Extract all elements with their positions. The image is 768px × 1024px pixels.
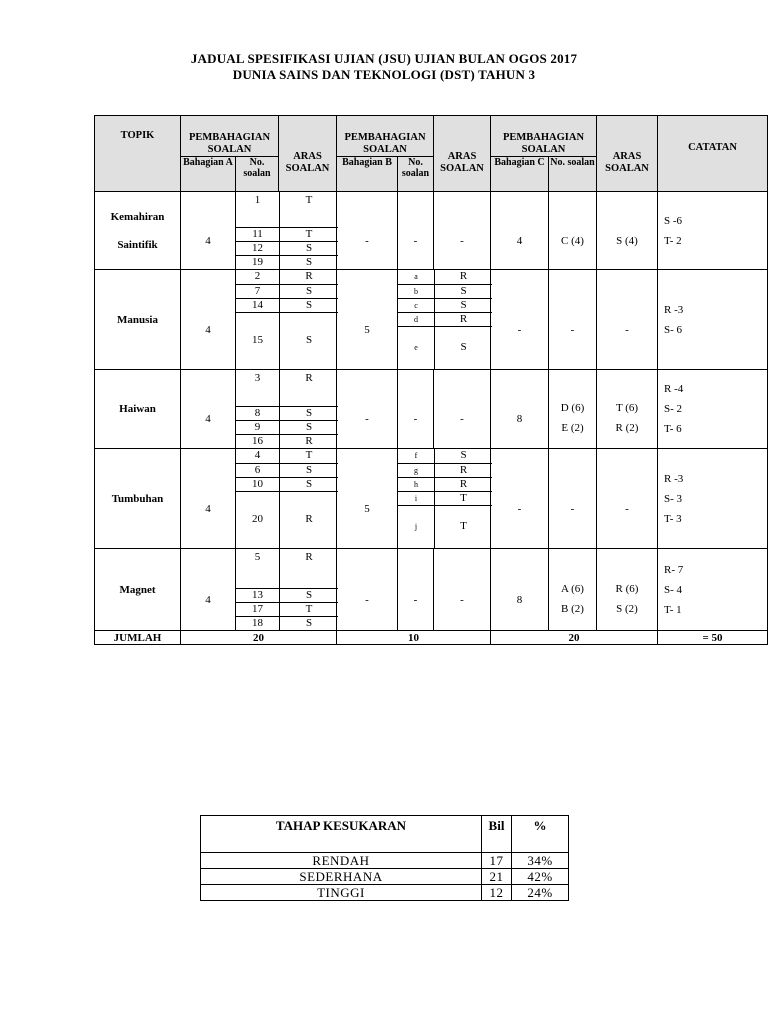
soalan-no: b — [398, 284, 435, 298]
soalan-no: 16 — [236, 434, 280, 448]
aras-value: S — [435, 284, 493, 298]
catatan-note: R -3 — [664, 472, 684, 485]
aras-value: T — [305, 449, 313, 461]
catatan-cell — [658, 549, 768, 631]
list-item — [236, 192, 338, 227]
bahagian-b-count: - — [337, 370, 398, 449]
soalan-no: 3 — [236, 370, 280, 406]
difficulty-level: RENDAH — [201, 853, 482, 869]
topic-name-cell — [95, 270, 181, 370]
aras-value: S — [280, 298, 339, 312]
difficulty-level: TINGGI — [201, 885, 482, 901]
soalan-no: C (4) — [561, 234, 584, 247]
soalan-no: i — [398, 491, 435, 505]
difficulty-count: 21 — [482, 869, 512, 885]
bahagian-c-count: - — [491, 270, 549, 370]
header-pembahagian-b: PEMBAHAGIAN SOALAN — [337, 116, 434, 157]
aras-value: R — [305, 372, 313, 384]
list-item — [236, 616, 338, 630]
aras-value: S — [460, 449, 467, 461]
soalan-no: 10 — [236, 477, 280, 491]
bahagian-c-soalan — [549, 449, 597, 549]
list-item — [398, 491, 492, 505]
aras-value: R — [459, 270, 468, 282]
bahagian-b-count: - — [337, 549, 398, 631]
list-item — [236, 434, 338, 448]
difficulty-percent: 24% — [512, 885, 569, 901]
bahagian-c-aras — [597, 192, 658, 270]
jumlah-label: JUMLAH — [95, 631, 181, 645]
catatan-note: S -6 — [664, 214, 683, 227]
header-no-soalan-a: No. soalan — [236, 157, 279, 192]
catatan-note: S- 6 — [664, 323, 683, 336]
list-item — [236, 420, 338, 434]
jumlah-total: = 50 — [658, 631, 768, 645]
soalan-no: 2 — [236, 270, 280, 284]
aras-value: S — [435, 326, 493, 369]
aras-value: T — [305, 194, 313, 206]
topic-row — [95, 370, 768, 449]
soalan-no: - — [398, 192, 434, 270]
topic-name: Manusia — [117, 313, 158, 326]
aras-value: S — [280, 255, 339, 269]
list-item — [236, 491, 338, 548]
bahagian-b-count: - — [337, 192, 398, 270]
bahagian-c-aras — [597, 370, 658, 449]
aras-value: - — [434, 549, 491, 631]
soalan-no: j — [398, 505, 435, 548]
aras-value: - — [434, 370, 491, 449]
list-item — [398, 449, 492, 463]
aras-value: R — [305, 551, 313, 563]
table-row — [201, 885, 569, 901]
topic-name: Magnet — [119, 583, 156, 596]
list-item — [236, 406, 338, 420]
list-item — [398, 505, 492, 548]
aras-value: R — [280, 434, 339, 448]
list-item — [236, 241, 338, 255]
aras-value: S — [280, 312, 339, 369]
header-aras-c: ARAS SOALAN — [597, 116, 658, 192]
header-no-soalan-c: No. soalan — [549, 157, 597, 192]
header-aras-b: ARAS SOALAN — [434, 116, 491, 192]
aras-value: R (6) — [615, 582, 639, 595]
aras-value: R — [435, 312, 493, 326]
catatan-cell — [658, 449, 768, 549]
difficulty-table — [200, 815, 569, 901]
document-subtitle: DUNIA SAINS DAN TEKNOLOGI (DST) TAHUN 3 — [232, 67, 536, 82]
aras-value: R — [280, 491, 339, 548]
list-item — [398, 312, 492, 326]
list-item — [236, 312, 338, 369]
bahagian-c-count: 8 — [491, 370, 549, 449]
soalan-no: 12 — [236, 241, 280, 255]
soalan-no: 1 — [236, 192, 280, 227]
bahagian-c-soalan — [549, 192, 597, 270]
aras-value: - — [434, 192, 491, 270]
bahagian-c-aras — [597, 270, 658, 370]
list-item — [236, 270, 338, 284]
header-aras-a: ARAS SOALAN — [279, 116, 337, 192]
topic-name: Haiwan — [119, 403, 156, 415]
list-item — [398, 477, 492, 491]
header-pembahagian-a: PEMBAHAGIAN SOALAN — [181, 116, 279, 157]
aras-value: S — [280, 284, 339, 298]
aras-value: S — [280, 241, 339, 255]
catatan-note: T- 6 — [664, 423, 682, 435]
soalan-no: 9 — [236, 420, 280, 434]
bahagian-c-aras — [597, 549, 658, 631]
header-bahagian-c: Bahagian C — [491, 157, 549, 192]
difficulty-percent: 42% — [512, 869, 569, 885]
soalan-no: e — [398, 326, 435, 369]
bahagian-c-count: - — [491, 449, 549, 549]
catatan-note: S- 4 — [664, 583, 683, 596]
jumlah-a: 20 — [181, 631, 337, 645]
aras-value: S — [280, 420, 339, 434]
list-item — [398, 298, 492, 312]
bahagian-c-soalan — [549, 549, 597, 631]
list-item — [236, 602, 338, 616]
catatan-note: R -4 — [664, 383, 684, 395]
topic-row — [95, 270, 768, 370]
catatan-note: T- 3 — [664, 512, 682, 525]
list-item — [398, 326, 492, 369]
topic-name-cell — [95, 192, 181, 270]
aras-value: S (4) — [616, 234, 638, 247]
soalan-no: a — [398, 270, 435, 284]
soalan-no: 4 — [236, 449, 280, 463]
list-item — [236, 549, 338, 588]
topic-name-cell — [95, 549, 181, 631]
list-item — [236, 477, 338, 491]
list-item — [236, 449, 338, 463]
soalan-no: 7 — [236, 284, 280, 298]
catatan-cell — [658, 192, 768, 270]
jumlah-c: 20 — [491, 631, 658, 645]
list-item — [236, 370, 338, 406]
aras-value: R — [435, 477, 493, 491]
header-bahagian-b: Bahagian B — [337, 157, 398, 192]
bahagian-c-soalan — [549, 370, 597, 449]
soalan-no: 13 — [236, 588, 280, 602]
difficulty-level: SEDERHANA — [201, 869, 482, 885]
soalan-no: 17 — [236, 602, 280, 616]
bahagian-c-count: 8 — [491, 549, 549, 631]
difficulty-percent: 34% — [512, 853, 569, 869]
aras-value: S (2) — [616, 602, 638, 615]
bahagian-c-count: 4 — [491, 192, 549, 270]
aras-value: T — [435, 491, 493, 505]
specification-table — [94, 115, 768, 645]
document-title: JADUAL SPESIFIKASI UJIAN (JSU) UJIAN BULAN OGOS 2017 — [190, 51, 578, 66]
aras-value: - — [625, 323, 629, 336]
aras-value: R — [305, 270, 313, 282]
list-item — [236, 463, 338, 477]
list-item — [236, 298, 338, 312]
catatan-cell — [658, 370, 768, 449]
soalan-no: - — [570, 323, 575, 336]
soalan-no: f — [398, 449, 435, 463]
aras-value: T — [280, 602, 339, 616]
catatan-cell — [658, 270, 768, 370]
list-item — [398, 463, 492, 477]
header-no-soalan-b: No. soalan — [398, 157, 434, 192]
soalan-no: g — [398, 463, 435, 477]
catatan-note: R- 7 — [664, 563, 684, 576]
soalan-no: A (6) — [561, 582, 584, 595]
list-item — [236, 255, 338, 269]
soalan-no: 15 — [236, 312, 280, 369]
bahagian-c-soalan — [549, 270, 597, 370]
aras-value: T — [435, 505, 493, 548]
soalan-no: - — [398, 370, 434, 449]
soalan-no: 19 — [236, 255, 280, 269]
aras-value: S — [435, 298, 493, 312]
bahagian-a-count: 4 — [181, 549, 236, 631]
soalan-no: B (2) — [561, 602, 584, 615]
topic-row — [95, 449, 768, 549]
topic-name-cell — [95, 370, 181, 449]
list-item — [236, 227, 338, 241]
bahagian-a-count: 4 — [181, 449, 236, 549]
soalan-no: 14 — [236, 298, 280, 312]
soalan-no: 8 — [236, 406, 280, 420]
soalan-no: 20 — [236, 491, 280, 548]
bahagian-c-aras — [597, 449, 658, 549]
difficulty-count: 12 — [482, 885, 512, 901]
topic-name-2: Saintifik — [117, 238, 158, 251]
aras-value: R (2) — [615, 422, 639, 434]
bahagian-a-count: 4 — [181, 192, 236, 270]
aras-value: S — [280, 616, 339, 630]
table-row — [201, 853, 569, 869]
catatan-note: R -3 — [664, 303, 684, 316]
topic-name: Tumbuhan — [111, 492, 164, 505]
soalan-no: d — [398, 312, 435, 326]
list-item — [398, 270, 492, 284]
soalan-no: 6 — [236, 463, 280, 477]
bahagian-a-count: 4 — [181, 270, 236, 370]
soalan-no: c — [398, 298, 435, 312]
topic-row — [95, 192, 768, 270]
header-percent: % — [512, 816, 569, 853]
bahagian-a-count: 4 — [181, 370, 236, 449]
catatan-note: T- 1 — [664, 603, 682, 616]
topic-name-cell — [95, 449, 181, 549]
difficulty-count: 17 — [482, 853, 512, 869]
soalan-no: E (2) — [561, 422, 584, 434]
header-bil: Bil — [482, 816, 512, 853]
list-item — [398, 284, 492, 298]
aras-value: T (6) — [615, 402, 639, 414]
soalan-no: - — [570, 502, 575, 515]
soalan-no: 5 — [236, 549, 280, 588]
aras-value: S — [280, 463, 339, 477]
bahagian-b-count: 5 — [337, 449, 398, 549]
header-pembahagian-c: PEMBAHAGIAN SOALAN — [491, 116, 597, 157]
aras-value: S — [280, 406, 339, 420]
header-bahagian-a: Bahagian A — [181, 157, 236, 192]
header-tahap-kesukaran: TAHAP KESUKARAN — [201, 816, 482, 853]
header-catatan: CATATAN — [658, 116, 768, 192]
aras-value: S — [280, 588, 339, 602]
list-item — [236, 284, 338, 298]
soalan-no: 11 — [236, 227, 280, 241]
bahagian-b-count: 5 — [337, 270, 398, 370]
soalan-no: 18 — [236, 616, 280, 630]
soalan-no: D (6) — [560, 402, 585, 414]
topic-row — [95, 549, 768, 631]
aras-value: R — [435, 463, 493, 477]
topic-name: Kemahiran — [110, 210, 165, 223]
soalan-no: h — [398, 477, 435, 491]
aras-value: T — [280, 227, 339, 241]
aras-value: - — [625, 502, 629, 515]
list-item — [236, 588, 338, 602]
table-row — [201, 869, 569, 885]
jumlah-b: 10 — [337, 631, 491, 645]
soalan-no: - — [398, 549, 434, 631]
catatan-note: S- 2 — [664, 403, 683, 415]
catatan-note: T- 2 — [664, 234, 682, 247]
header-topik: TOPIK — [95, 116, 181, 192]
aras-value: S — [280, 477, 339, 491]
catatan-note: S- 3 — [664, 492, 683, 505]
